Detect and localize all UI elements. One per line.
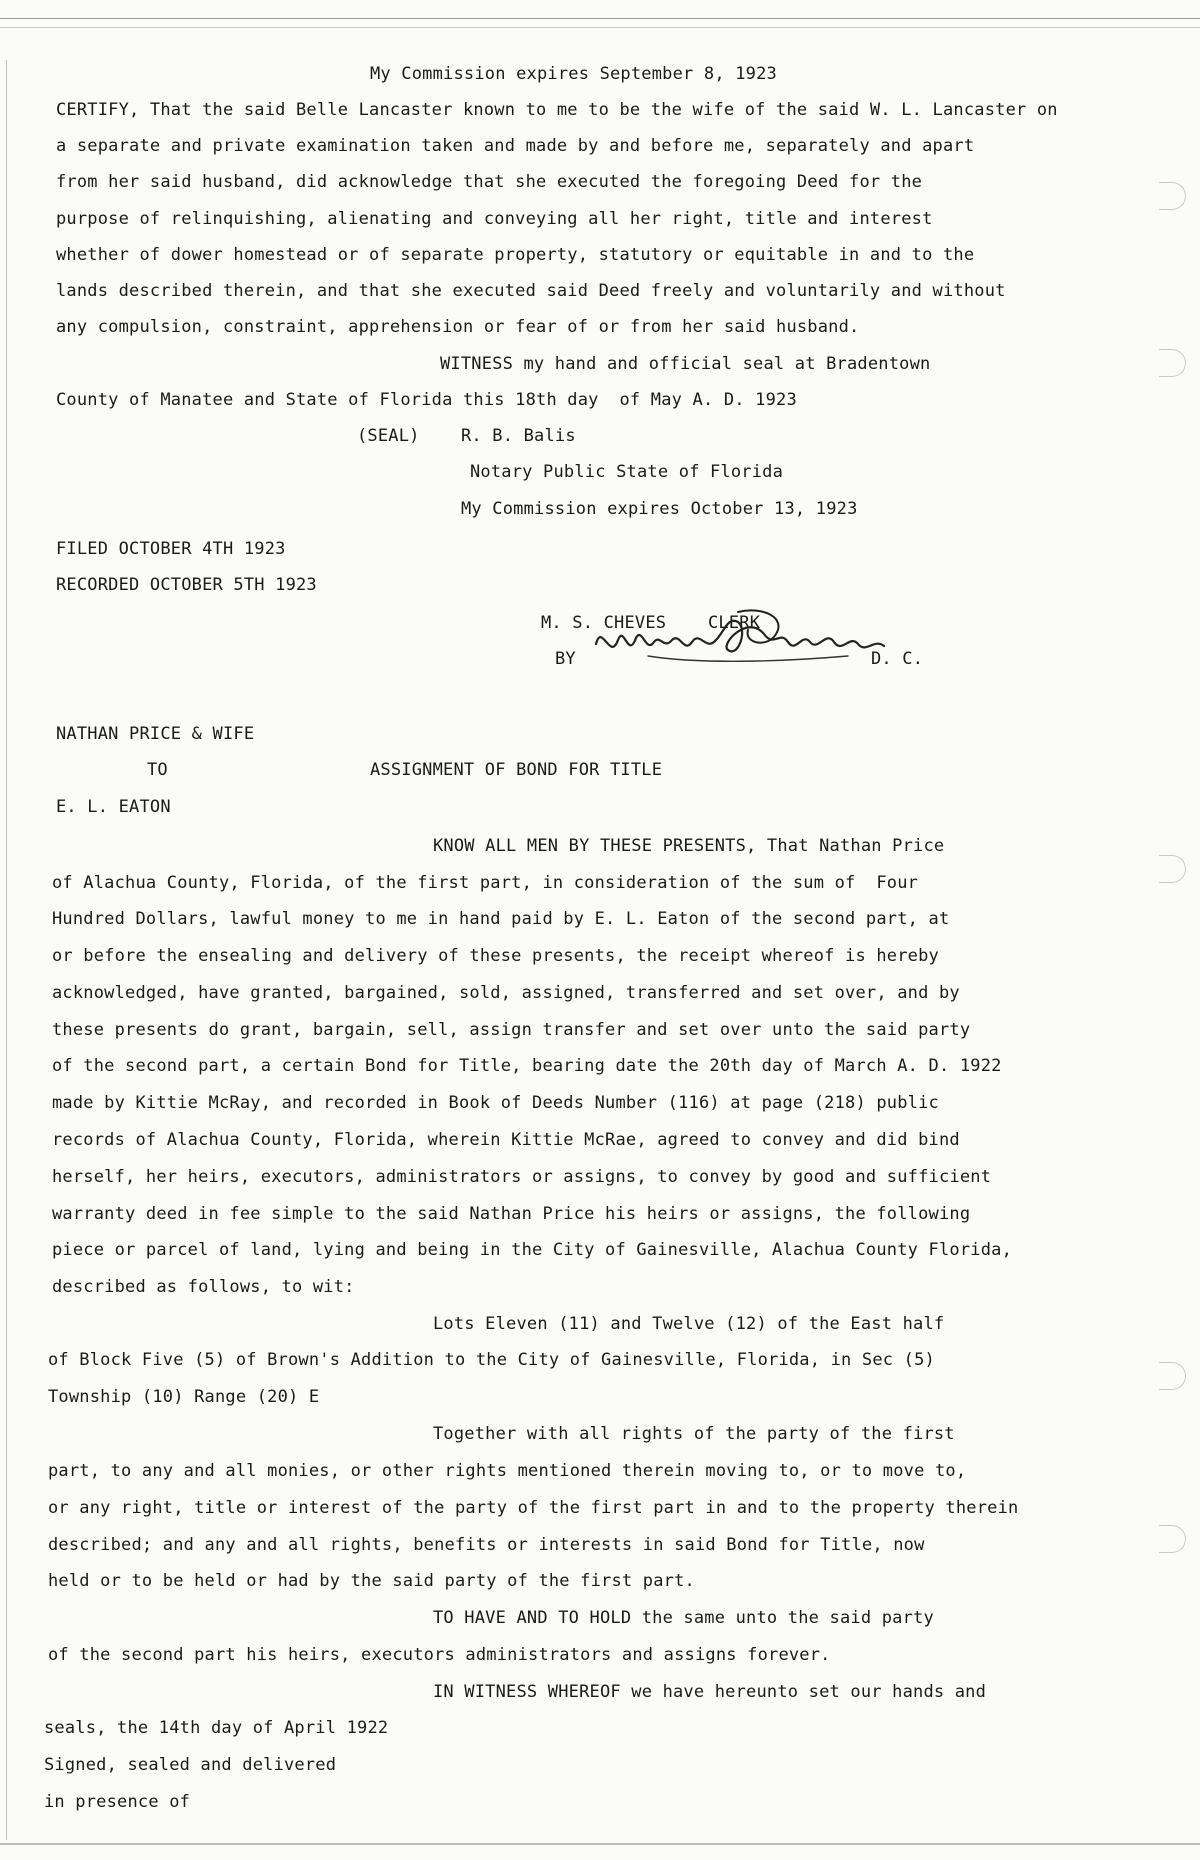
commission-expiry-line: My Commission expires September 8, 1923 (370, 64, 777, 84)
handwritten-signature (588, 604, 918, 674)
legal-description-line: of Block Five (5) of Brown's Addition to the City of Gainesville, Florida, in Sec (5) (48, 1350, 935, 1370)
testimonium-line: seals, the 14th day of April 1922 (44, 1718, 389, 1738)
body-text-line: warranty deed in fee simple to the said Nathan Price his heirs or assigns, the following (52, 1204, 971, 1224)
punch-hole (1159, 349, 1186, 377)
by-label: BY (555, 649, 576, 669)
punch-hole (1159, 1362, 1186, 1390)
certify-text-line: CERTIFY, That the said Belle Lancaster known to me to be the wife of the said W. L. Lancaster on (56, 100, 1058, 120)
execution-line: in presence of (44, 1792, 191, 1812)
body-text-line: described as follows, to wit: (52, 1277, 355, 1297)
certify-text-line: whether of dower homestead or of separate property, statutory or equitable in and to the (56, 245, 975, 265)
body-text-line: these presents do grant, bargain, sell, assign transfer and set over unto the said party (52, 1020, 971, 1040)
punch-hole (1159, 855, 1186, 883)
body-text-line: held or to be held or had by the said party of the first part. (48, 1571, 695, 1591)
body-text-line: made by Kittie McRay, and recorded in Book of Deeds Number (116) at page (218) public (52, 1093, 939, 1113)
habendum-line: of the second part his heirs, executors administrators and assigns forever. (48, 1645, 831, 1665)
certify-text-line: lands described therein, and that she executed said Deed freely and voluntarily and without (56, 281, 1006, 301)
clerk-name: M. S. CHEVES CLERK (541, 613, 761, 633)
body-text-line: or any right, title or interest of the party of the first part in and to the property therein (48, 1498, 1019, 1518)
page-top-rule (0, 18, 1200, 28)
to-label: TO (147, 760, 168, 780)
certify-text-line: a separate and private examination taken and made by and before me, separately and apart (56, 136, 975, 156)
body-text-line: herself, her heirs, executors, administrators or assigns, to convey by good and sufficient (52, 1167, 992, 1187)
body-text-line: KNOW ALL MEN BY THESE PRESENTS, That Nathan Price (433, 836, 945, 856)
body-text-line: acknowledged, have granted, bargained, sold, assigned, transferred and set over, and by (52, 983, 960, 1003)
body-text-line: or before the ensealing and delivery of these presents, the receipt whereof is hereby (52, 946, 939, 966)
body-text-line: described; and any and all rights, benefits or interests in said Bond for Title, now (48, 1535, 925, 1555)
punch-hole (1159, 182, 1186, 210)
body-text-line: Together with all rights of the party of the first (433, 1424, 955, 1444)
punch-hole (1159, 1525, 1186, 1553)
body-text-line: of the second part, a certain Bond for Title, bearing date the 20th day of March A. D. 1922 (52, 1056, 1002, 1076)
grantor-heading: NATHAN PRICE & WIFE (56, 724, 255, 744)
seal-label: (SEAL) (357, 426, 420, 446)
testimonium-line: IN WITNESS WHEREOF we have hereunto set our hands and (433, 1682, 987, 1702)
habendum-line: TO HAVE AND TO HOLD the same unto the said party (433, 1608, 934, 1628)
page-left-edge (6, 60, 7, 1840)
legal-description-line: Lots Eleven (11) and Twelve (12) of the East half (433, 1314, 945, 1334)
certify-text-line: any compulsion, constraint, apprehension or fear of or from her said husband. (56, 317, 860, 337)
venue-date-line: County of Manatee and State of Florida this 18th day of May A. D. 1923 (56, 390, 797, 410)
notary-name: R. B. Balis (461, 426, 576, 446)
body-text-line: Hundred Dollars, lawful money to me in hand paid by E. L. Eaton of the second part, at (52, 909, 950, 929)
filed-date: FILED OCTOBER 4TH 1923 (56, 539, 286, 559)
page-bottom-rule (0, 1843, 1200, 1845)
legal-description-line: Township (10) Range (20) E (48, 1387, 320, 1407)
grantee-heading: E. L. EATON (56, 797, 171, 817)
body-text-line: records of Alachua County, Florida, wherein Kittie McRae, agreed to convey and did bind (52, 1130, 960, 1150)
certify-text-line: from her said husband, did acknowledge that she executed the foregoing Deed for the (56, 172, 923, 192)
witness-line: WITNESS my hand and official seal at Bradentown (440, 354, 931, 374)
body-text-line: piece or parcel of land, lying and being in the City of Gainesville, Alachua County Florida, (52, 1240, 1013, 1260)
execution-line: Signed, sealed and delivered (44, 1755, 337, 1775)
deputy-clerk-label: D. C. (871, 649, 924, 669)
certify-text-line: purpose of relinquishing, alienating and conveying all her right, title and interest (56, 209, 933, 229)
notary-title: Notary Public State of Florida (470, 462, 784, 482)
document-title: ASSIGNMENT OF BOND FOR TITLE (370, 760, 663, 780)
notary-commission-expiry: My Commission expires October 13, 1923 (461, 499, 858, 519)
recorded-date: RECORDED OCTOBER 5TH 1923 (56, 575, 317, 595)
body-text-line: of Alachua County, Florida, of the first part, in consideration of the sum of Four (52, 873, 919, 893)
body-text-line: part, to any and all monies, or other rights mentioned therein moving to, or to move to, (48, 1461, 967, 1481)
